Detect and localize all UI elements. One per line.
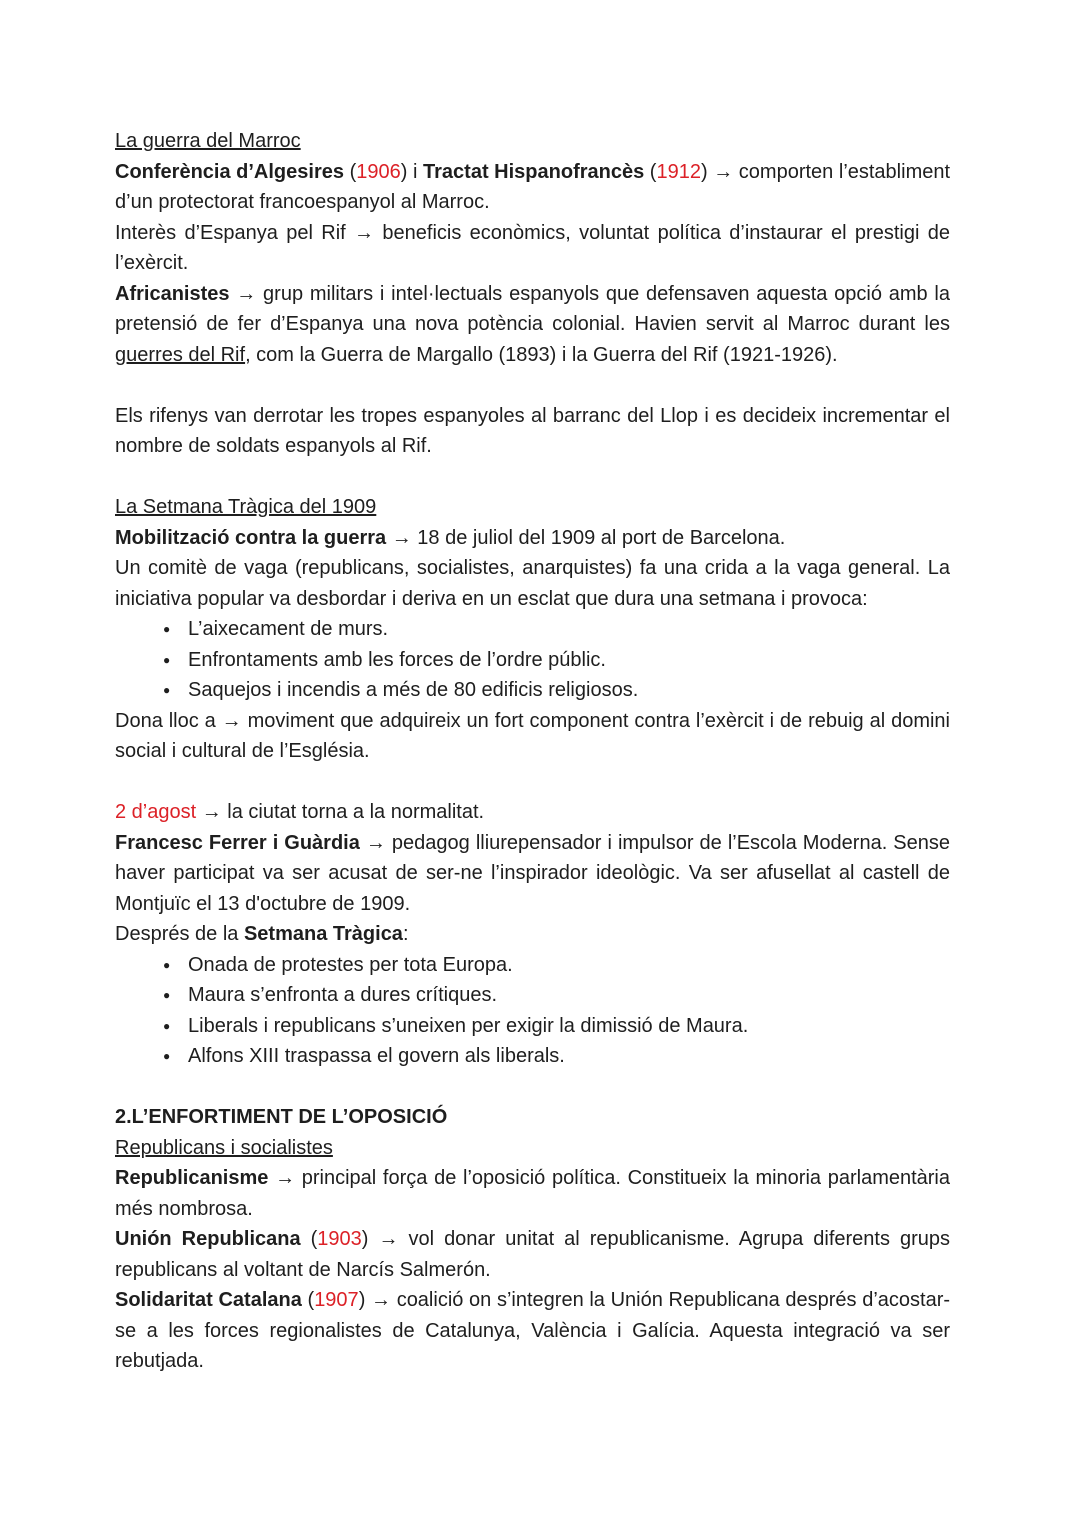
- text-run: Saquejos i incendis a més de 80 edificis religiosos.: [188, 679, 639, 701]
- paragraph: [115, 553, 956, 614]
- text-run: ) → comporten l’establiment d’un protectorat francoespanyol al Marroc.: [115, 160, 956, 213]
- text-run: ) → vol donar unitat al republicanisme. Agrupa diferents grups republicans al voltant de Narcís Salmerón.: [115, 1228, 956, 1281]
- text-run: Unión Republicana: [115, 1228, 301, 1250]
- text-run: (: [300, 1228, 318, 1250]
- text-run: → grup militars i intel·lectuals espanyols que defensaven aquesta opció amb la pretensió de fer d’Espanya una nova potència colonial. Havien servit al Marroc durant les: [115, 282, 956, 335]
- text-run: Després de la: [115, 923, 244, 945]
- paragraph: [115, 1224, 956, 1285]
- text-run: Solidaritat Catalana: [115, 1289, 302, 1311]
- paragraph: [115, 218, 956, 279]
- blank-line: [115, 370, 950, 401]
- text-run: La Setmana Tràgica del 1909: [115, 496, 377, 518]
- text-run: guerres del Rif: [115, 343, 246, 366]
- paragraph: [115, 279, 956, 371]
- list-item: [115, 645, 950, 676]
- text-run: Tractat Hispanofrancès: [423, 160, 645, 183]
- text-run: 1903: [317, 1228, 362, 1250]
- paragraph: [115, 1285, 956, 1377]
- text-run: 1907: [314, 1289, 359, 1311]
- text-run: Alfons XIII traspassa el govern als liberals.: [188, 1045, 565, 1067]
- text-run: Francesc Ferrer i Guàrdia: [115, 831, 360, 854]
- list-item: [115, 614, 950, 645]
- text-run: 2 d’agost: [115, 801, 197, 823]
- text-run: Maura s’enfronta a dures crítiques.: [188, 984, 498, 1006]
- text-run: :: [402, 923, 409, 945]
- blank-line: [115, 1072, 950, 1103]
- text-run: → pedagog lliurepensador i impulsor de l’Escola Moderna. Sense haver participat va ser acusat de ser-ne l’inspirador ideològic. Va ser afusellat al castell de Montjuïc el 13 d'octubre de 1909.: [115, 831, 956, 915]
- list-item: [115, 950, 950, 981]
- list-item: [115, 1041, 950, 1072]
- text-run: (: [301, 1289, 315, 1311]
- paragraph: [115, 1163, 956, 1224]
- paragraph: [115, 797, 950, 828]
- blank-line: [115, 767, 950, 798]
- text-run: (: [644, 160, 657, 183]
- list-item: [115, 980, 950, 1011]
- text-run: Onada de protestes per tota Europa.: [188, 953, 513, 976]
- text-run: Enfrontaments amb les forces de l’ordre públic.: [188, 648, 606, 671]
- paragraph: [115, 523, 950, 554]
- list-item: [115, 1011, 950, 1042]
- text-run: → 18 de juliol del 1909 al port de Barcelona.: [386, 526, 786, 549]
- text-run: Setmana Tràgica: [243, 923, 403, 945]
- text-run: Un comitè de vaga (republicans, socialistes, anarquistes) fa una crida a la vaga general. La iniciativa popular va desbordar i deriva en un esclat que dura una setmana i provoca:: [115, 557, 956, 610]
- paragraph: [115, 706, 956, 767]
- text-run: 2.L’ENFORTIMENT DE L’OPOSICIÓ: [115, 1106, 448, 1128]
- text-run: Dona lloc a → moviment que adquireix un fort component contra l’exèrcit i de rebuig al domini social i cultural de l’Església.: [115, 709, 956, 762]
- blank-line: [115, 462, 950, 493]
- text-run: Els rifenys van derrotar les tropes espanyoles al barranc del Llop i es decideix incrementar el nombre de soldats espanyols al Rif.: [115, 404, 956, 457]
- text-run: Republicanisme: [115, 1167, 269, 1189]
- text-run: ) i: [400, 160, 424, 183]
- paragraph: [115, 828, 956, 920]
- text-run: Conferència d’Algesires: [115, 160, 344, 183]
- paragraph: [115, 919, 950, 950]
- text-run: Mobilització contra la guerra: [115, 526, 387, 549]
- text-run: , com la Guerra de Margallo (1893) i la Guerra del Rif (1921-1926).: [245, 343, 838, 366]
- text-run: Interès d’Espanya pel Rif → beneficis econòmics, voluntat política d’instaurar el prestigi de l’exèrcit.: [115, 221, 956, 274]
- section-heading: [115, 492, 950, 523]
- text-run: Republicans i socialistes: [115, 1136, 333, 1159]
- text-run: ) → coalició on s’integren la Unión Republicana després d’acostar-se a les forces regionalistes de Catalunya, València i Galícia. Aquesta integració va ser rebutjada.: [115, 1289, 956, 1372]
- paragraph: [115, 157, 956, 218]
- text-run: 1906: [356, 160, 401, 183]
- text-run: L’aixecament de murs.: [188, 618, 389, 640]
- paragraph: [115, 401, 956, 462]
- text-run: 1912: [656, 160, 701, 183]
- text-run: → principal força de l’oposició política. Constitueix la minoria parlamentària més nombrosa.: [115, 1167, 956, 1220]
- section-heading: [115, 126, 950, 157]
- section-heading: [115, 1133, 950, 1164]
- text-run: La guerra del Marroc: [115, 130, 301, 152]
- text-run: Africanistes: [115, 282, 230, 305]
- document-body: [115, 126, 956, 1377]
- paragraph: [115, 1102, 950, 1133]
- list-item: [115, 675, 950, 706]
- text-run: Liberals i republicans s’uneixen per exigir la dimissió de Maura.: [188, 1014, 749, 1037]
- text-run: (: [344, 160, 357, 183]
- text-run: → la ciutat torna a la normalitat.: [196, 801, 485, 823]
